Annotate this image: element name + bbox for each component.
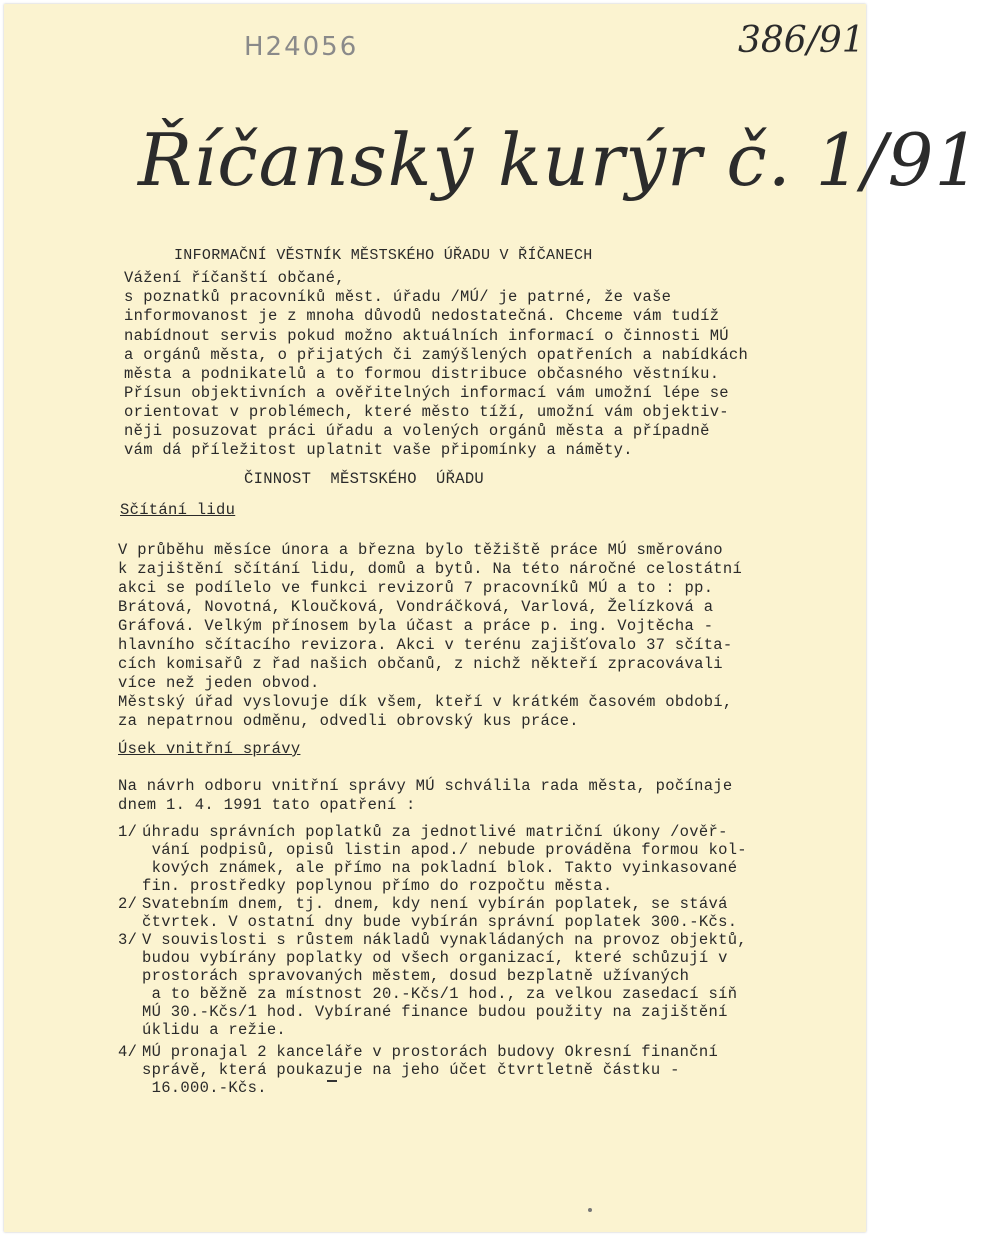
census-line: k zajištění sčítání lidu, domů a bytů. Na této náročné celostátní <box>118 560 743 578</box>
list-item-line: úklidu a režie. <box>142 1021 287 1039</box>
list-item-line: Svatebním dnem, tj. dnem, kdy není vybírán poplatek, se stává <box>142 895 728 913</box>
census-line: za nepatrnou odměnu, odvedli obrovský kus práce. <box>118 712 579 730</box>
pencil-archive-id: H24056 <box>244 32 359 62</box>
census-line: V průběhu měsíce února a března bylo těžiště práce MÚ směrováno <box>118 541 723 559</box>
intro-line: s poznatků pracovníků měst. úřadu /MÚ/ je patrné, že vaše <box>124 288 672 306</box>
intro-line: a orgánů města, o přijatých či zamýšlených opatřeních a nabídkách <box>124 346 749 364</box>
intro-line: Přísun objektivních a ověřitelných informací vám umožní lépe se <box>124 384 729 402</box>
intro-line: nabídnout servis pokud možno aktuálních informací o činnosti MÚ <box>124 327 729 345</box>
list-item-line: správě, která poukazuje na jeho účet čtvrtletně částku - <box>142 1061 680 1079</box>
intro-line: orientovat v problémech, které město tíží, umožní vám objektiv- <box>124 403 729 421</box>
list-item-line: úhradu správních poplatků za jednotlivé matriční úkony /ověř- <box>142 823 728 841</box>
paper-speck <box>588 1208 592 1212</box>
list-item-number: 2/ <box>118 895 138 913</box>
list-item-line: fin. prostředky poplynou přímo do rozpočtu města. <box>142 877 613 895</box>
census-line: hlavního sčítacího revizora. Akci v terénu zajišťovalo 37 sčíta- <box>118 636 733 654</box>
internal-heading: Úsek vnitřní správy <box>118 740 301 758</box>
census-line: Městský úřad vyslovuje dík všem, kteří v krátkém časovém období, <box>118 693 733 711</box>
handwritten-reference-number: 386/91 <box>738 20 865 61</box>
census-heading: Sčítání lidu <box>120 501 236 519</box>
section-heading: ČINNOST MĚSTSKÉHO ÚŘADU <box>244 470 485 488</box>
census-line: více než jeden obvod. <box>118 674 320 692</box>
intro-line: vám dá příležitost uplatnit vaše připomínky a náměty. <box>124 441 633 459</box>
page-subtitle: INFORMAČNÍ VĚSTNÍK MĚSTSKÉHO ÚŘADU V ŘÍČANECH <box>174 247 593 264</box>
list-item-line: kových známek, ale přímo na pokladní blok. Takto vyinkasované <box>142 859 738 877</box>
list-item-number: 1/ <box>118 823 138 841</box>
census-line: cích komisařů z řad našich občanů, z nichž někteří zpracovávali <box>118 655 723 673</box>
list-item-number: 3/ <box>118 931 138 949</box>
list-item-line: MÚ 30.-Kčs/1 hod. Vybírané finance budou použity na zajištění <box>142 1003 728 1021</box>
end-mark <box>327 1080 337 1082</box>
intro-line: informovanost je z mnoha důvodů nedostatečná. Chceme vám tudíž <box>124 307 720 325</box>
list-item-number: 4/ <box>118 1043 138 1061</box>
census-line: Gráfová. Velkým přínosem byla účast a práce p. ing. Vojtěcha - <box>118 617 714 635</box>
list-item-line: čtvrtek. V ostatní dny bude vybírán správní poplatek 300.-Kčs. <box>142 913 738 931</box>
intro-line: něji posuzovat práci úřadu a volených orgánů města a případně <box>124 422 710 440</box>
list-item-line: budou vybírány poplatky od všech organizací, které schůzují v <box>142 949 728 967</box>
list-item-line: vání podpisů, opisů listin apod./ nebude prováděna formou kol- <box>142 841 747 859</box>
handwritten-title: Říčanský kurýr č. 1/91 <box>138 118 981 202</box>
intro-line: města a podnikatelů a to formou distribuce občasného věstníku. <box>124 365 720 383</box>
list-item-line: V souvislosti s růstem nákladů vynakládaných na provoz objektů, <box>142 931 747 949</box>
intro-line: Vážení říčanští občané, <box>124 269 345 287</box>
internal-intro-line: dnem 1. 4. 1991 tato opatření : <box>118 796 416 814</box>
census-line: Brátová, Novotná, Kloučková, Vondráčková, Varlová, Želízková a <box>118 598 714 616</box>
internal-intro-line: Na návrh odboru vnitřní správy MÚ schválila rada města, počínaje <box>118 777 733 795</box>
census-line: akci se podílelo ve funkci revizorů 7 pracovníků MÚ a to : pp. <box>118 579 714 597</box>
list-item-line: MÚ pronajal 2 kanceláře v prostorách budovy Okresní finanční <box>142 1043 719 1061</box>
list-item-line: 16.000.-Kčs. <box>142 1079 267 1097</box>
list-item-line: a to běžně za místnost 20.-Kčs/1 hod., za velkou zasedací síň <box>142 985 738 1003</box>
list-item-line: prostorách spravovaných městem, dosud bezplatně užívaných <box>142 967 690 985</box>
